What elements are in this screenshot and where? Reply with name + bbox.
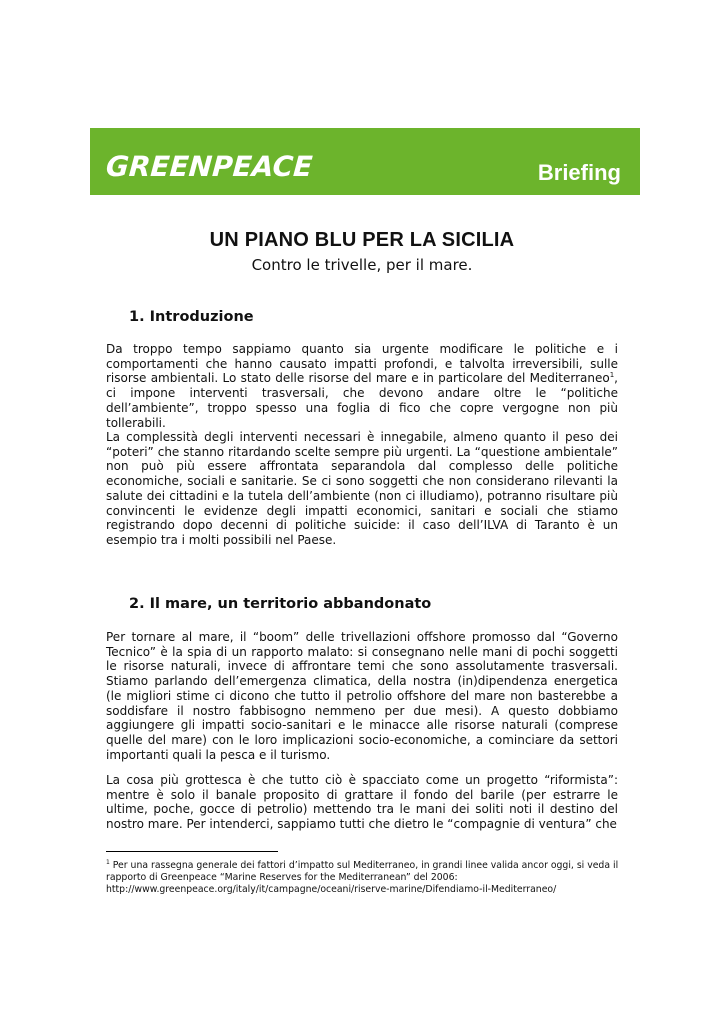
footnote-url[interactable]: http://www.greenpeace.org/italy/it/campagne/oceani/riserve-marine/Difendiamo-il-Mediterraneo/	[106, 884, 557, 895]
briefing-label: Briefing	[537, 160, 621, 185]
paragraph-intro-1: Da troppo tempo sappiamo quanto sia urgente modificare le politiche e i comportamenti che hanno causato impatti profondi, e talvolta irreversibili, sulle risorse ambientali. Lo stato delle risorse del mare e in particolare del Mediterraneo$^1$, ci impone interventi trasversali, che devono andare oltre le “politiche dell’ambiente”, troppo spesso una foglia di fico che copre vergogne non più tollerabili.	[106, 342, 618, 430]
section-heading-introduzione: 1. Introduzione	[129, 309, 254, 325]
paragraph-mare-2: La cosa più grottesca è che tutto ciò è spacciato come un progetto “riformista”: mentre è solo il banale proposito di grattare il fondo del barile (per estrarre le ultime, poche, gocce di petrolio) mettendo tra le mani dei soliti noti il destino del nostro mare. Per intenderci, sappiamo tutti che dietro le “compagnie di ventura” che	[106, 773, 618, 832]
footnote-ref[interactable]: 1	[609, 371, 615, 380]
greenpeace-logo: GREENPEACE	[104, 150, 314, 183]
paragraph-intro-2: La complessità degli interventi necessari è innegabile, almeno quanto il peso dei “poteri” che stanno ritardando scelte sempre più urgenti. La “questione ambientale” non può più essere affrontata separandola dal complesso delle politiche economiche, sociali e sanitarie. Se ci sono soggetti che non considerano rilevanti la salute dei cittadini e la tutela dell’ambiente (non ci illudiamo), potranno risultare più convincenti le evidenze degli impatti economici, sanitari e sociali che stiamo registrando dopo decenni di politiche suicide: il caso dell’ILVA di Taranto è un esempio tra i molti possibili nel Paese.	[106, 430, 618, 547]
footnote-number: 1	[106, 858, 110, 866]
footnote	[106, 860, 626, 896]
footnote-text: Per una rassegna generale dei fattori d’impatto sul Mediterraneo, in grandi linee valida ancor oggi, si veda il rapporto di Greenpeace “Marine Reserves for the Mediterranean” del 2006:	[106, 860, 619, 883]
paragraph-mare-1: Per tornare al mare, il “boom” delle trivellazioni offshore promosso dal “Governo Tecnico” è la spia di un rapporto malato: si consegnano nelle mani di pochi soggetti le risorse naturali, invece di affrontare temi che sono assolutamente trasversali. Stiamo parlando dell’emergenza climatica, della nostra (in)dipendenza energetica (le migliori stime ci dicono che tutto il petrolio offshore del mare non basterebbe a soddisfare il nostro fabbisogno nemmeno per due mesi). A questo dobbiamo aggiungere gli impatti socio-sanitari e le minacce alle risorse naturali (comprese quelle del mare) con le loro implicazioni socio-economiche, a cominciare da settori importanti quali la pesca e il turismo.	[106, 630, 618, 762]
document-subtitle: Contro le trivelle, per il mare.	[251, 256, 473, 274]
document-title: UN PIANO BLU PER LA SICILIA	[209, 229, 515, 251]
footnote-separator	[106, 851, 278, 852]
section-heading-mare: 2. Il mare, un territorio abbandonato	[129, 596, 432, 612]
